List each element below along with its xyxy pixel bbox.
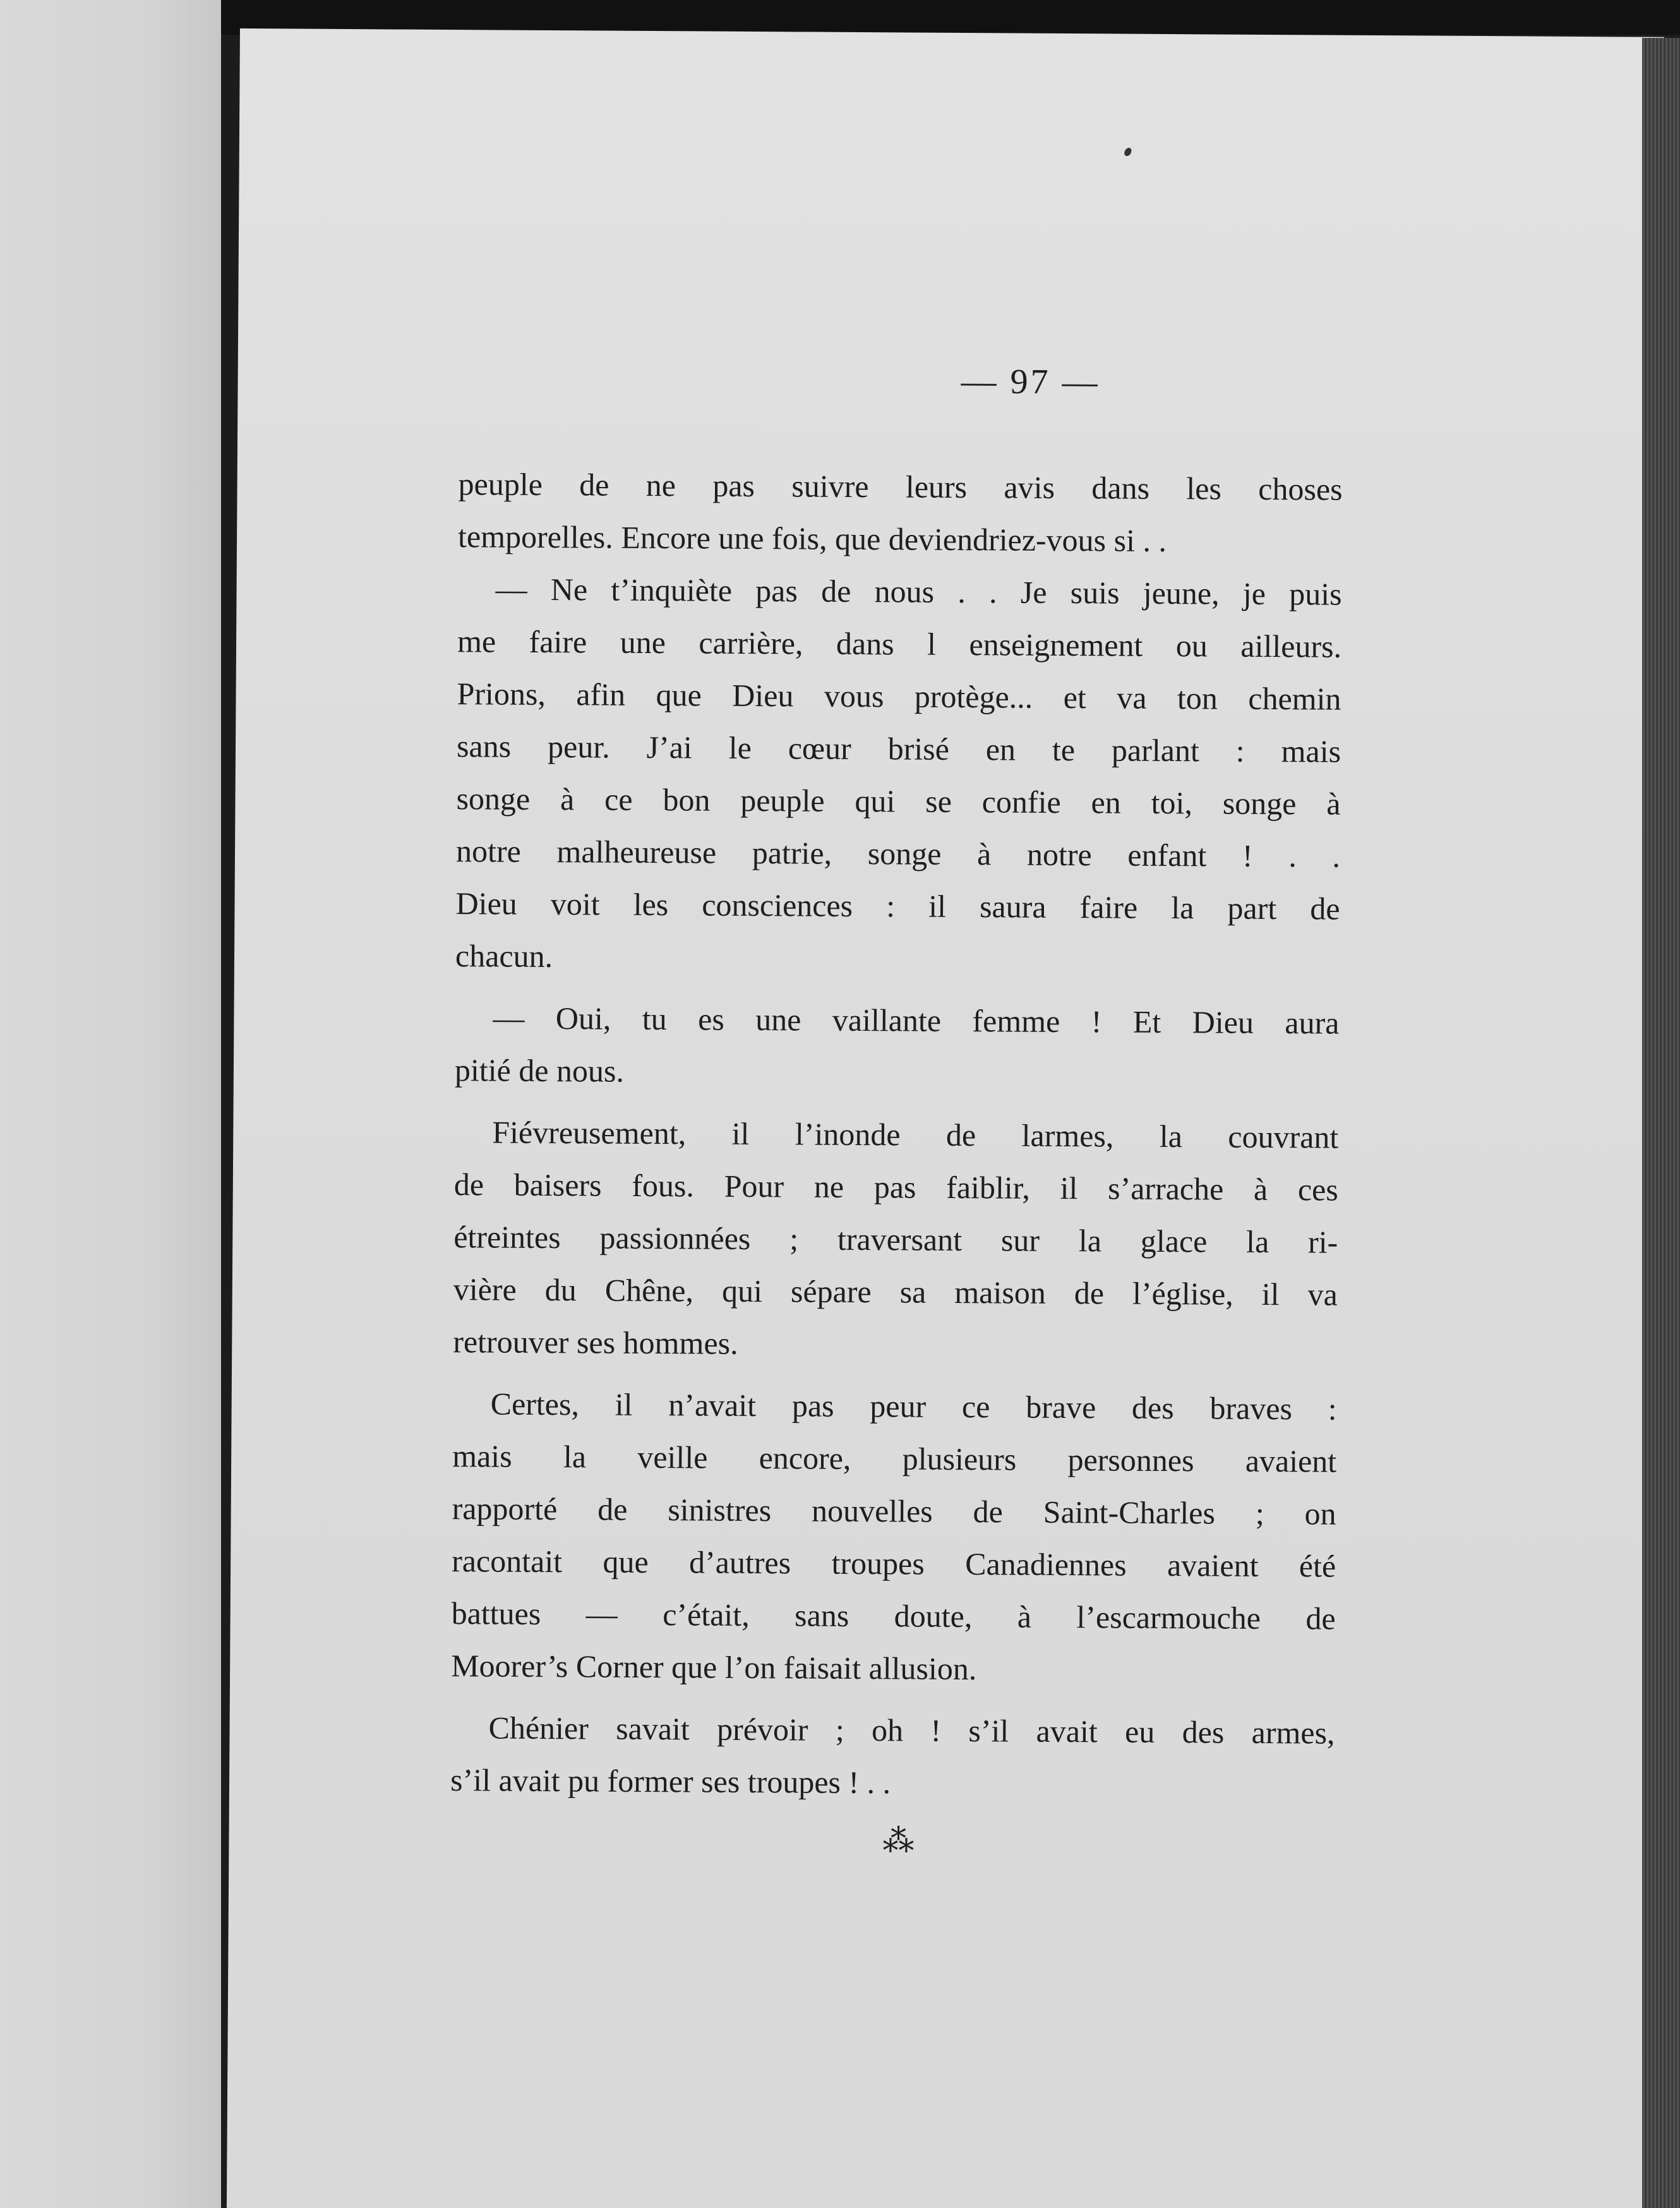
text-line: Dieu voit les consciences : il saura faire la part de xyxy=(455,885,1340,927)
text-line: — Oui, tu es une vaillante femme ! Et Dieu aura xyxy=(493,1000,1340,1041)
left-page xyxy=(0,0,221,2208)
page-number: — 97 — xyxy=(961,361,1100,402)
text-line: retrouver ses hommes. xyxy=(453,1324,738,1361)
text-line: vière du Chêne, qui sépare sa maison de l’église, il va xyxy=(453,1271,1338,1312)
text-line: rapporté de sinistres nouvelles de Saint-Charles ; on xyxy=(452,1491,1336,1532)
ink-speck xyxy=(1123,147,1133,157)
page-edges xyxy=(1642,38,1680,2208)
text-line: Prions, afin que Dieu vous protège... et va ton chemin xyxy=(457,676,1341,717)
text-line: étreintes passionnées ; traversant sur la glace la ri- xyxy=(453,1219,1338,1260)
text-line: me faire une carrière, dans l enseignement ou ailleurs. xyxy=(457,623,1342,664)
text-line: Chénier savait prévoir ; oh ! s’il avait eu des armes, xyxy=(488,1710,1335,1751)
text-line: songe à ce bon peuple qui se confie en toi, songe à xyxy=(456,781,1341,822)
text-line: sans peur. J’ai le cœur brisé en te parlant : mais xyxy=(456,728,1341,769)
text-line: racontait que d’autres troupes Canadiennes avaient été xyxy=(452,1543,1336,1584)
book-page xyxy=(227,28,1664,2208)
text-line: temporelles. Encore une fois, que deviendriez-vous si . . xyxy=(457,519,1167,558)
text-line: — Ne t’inquiète pas de nous . . Je suis jeune, je puis xyxy=(495,571,1342,612)
text-line: mais la veille encore, plusieurs personnes avaient xyxy=(452,1438,1337,1479)
text-line: chacun. xyxy=(455,938,553,975)
text-line: pitié de nous. xyxy=(454,1052,625,1089)
text-line: s’il avait pu former ses troupes ! . . xyxy=(450,1762,891,1801)
text-line: battues — c’était, sans doute, à l’escarmouche de xyxy=(451,1595,1336,1636)
section-break-asterism: ⁂ xyxy=(882,1823,915,1859)
text-line: de baisers fous. Pour ne pas faiblir, il s’arrache à ces xyxy=(453,1167,1338,1208)
text-line: peuple de ne pas suivre leurs avis dans les choses xyxy=(458,466,1343,507)
text-line: Fiévreusement, il l’inonde de larmes, la couvrant xyxy=(492,1114,1339,1155)
text-line: Certes, il n’avait pas peur ce brave des braves : xyxy=(490,1386,1337,1427)
text-line: notre malheureuse patrie, songe à notre enfant ! . . xyxy=(455,833,1341,874)
text-line: Moorer’s Corner que l’on faisait allusion. xyxy=(451,1648,977,1687)
